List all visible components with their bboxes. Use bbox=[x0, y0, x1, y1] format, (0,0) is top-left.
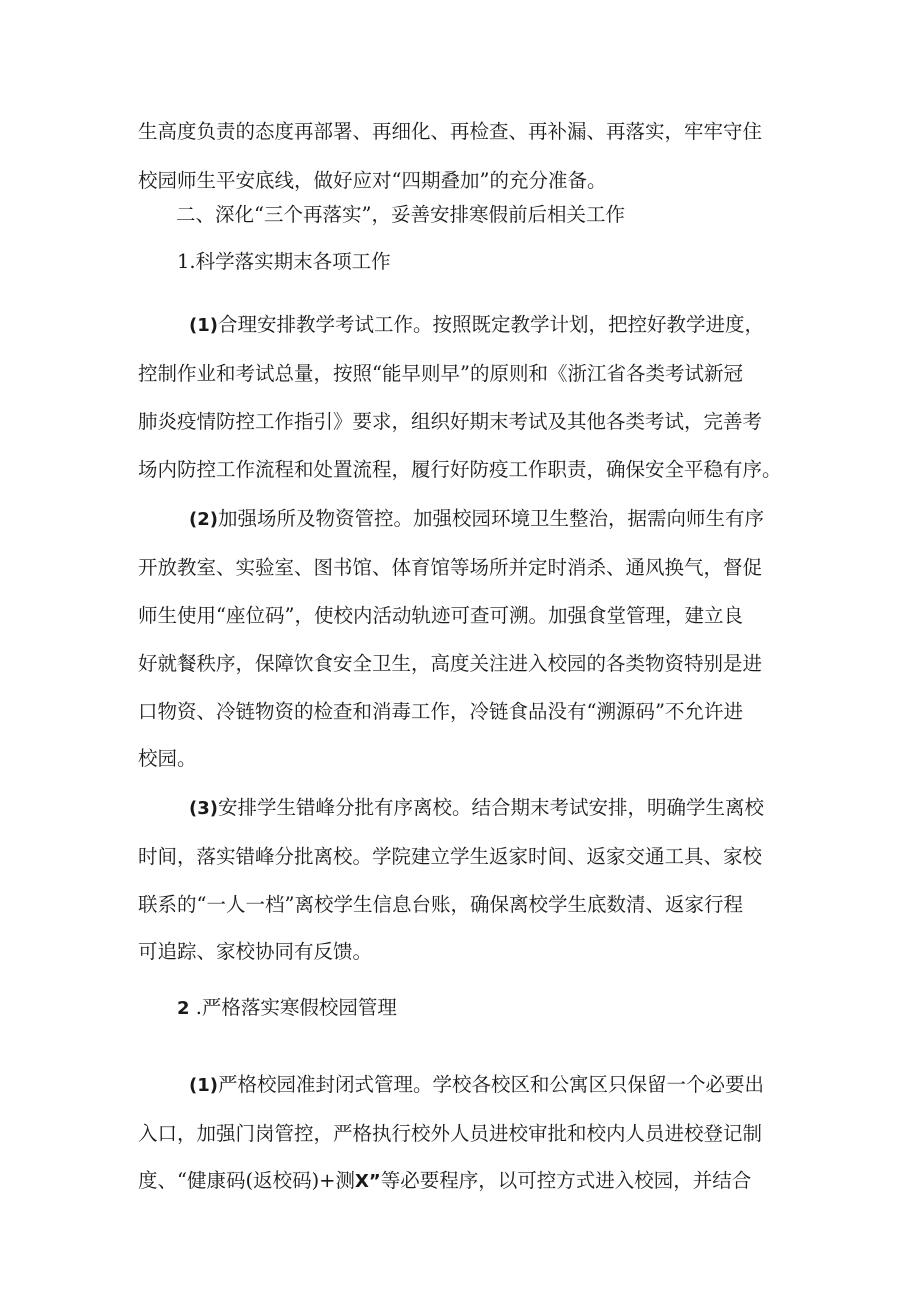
item-marker: (3) bbox=[189, 798, 218, 819]
item-marker: 2 bbox=[177, 998, 190, 1019]
body-line: 控制作业和考试总量，按照“能早则早”的原则和《浙江省各类考试新冠 bbox=[138, 362, 743, 385]
item-text: 严格校园准封闭式管理。学校各校区和公寓区只保留一个必要出 bbox=[217, 1073, 764, 1096]
item-text: 合理安排教学考试工作。按照既定教学计划，把控好教学进度， bbox=[217, 313, 764, 336]
item-marker: (1) bbox=[189, 1075, 218, 1096]
subsection-heading: 1.科学落实期末各项工作 bbox=[177, 250, 391, 273]
body-line: 师生使用“座位码”，使校内活动轨迹可查可溯。加强食堂管理，建立良 bbox=[138, 604, 743, 627]
body-line: 好就餐秩序，保障饮食安全卫生，高度关注进入校园的各类物资特别是进 bbox=[138, 652, 763, 675]
section-heading: 二、深化“三个再落实”，妥善安排寒假前后相关工作 bbox=[176, 203, 625, 226]
body-line: 口物资、冷链物资的检查和消毒工作，冷链食品没有“溯源码”不允许进 bbox=[138, 700, 743, 723]
body-line: 校园师生平安底线，做好应对“四期叠加”的充分准备。 bbox=[138, 169, 607, 192]
body-line: 生高度负责的态度再部署、再细化、再检查、再补漏、再落实，牢牢守住 bbox=[138, 120, 763, 143]
item-marker: (1) bbox=[189, 315, 218, 336]
body-line: 联系的“一人一档”离校学生信息台账，确保离校学生底数清、返家行程 bbox=[138, 893, 743, 916]
item-text: 等必要程序，以可控方式进入校园，并结合 bbox=[380, 1169, 752, 1192]
paragraph-line bbox=[189, 794, 764, 823]
body-line: 肺炎疫情防控工作指引》要求，组织好期末考试及其他各类考试，完善考 bbox=[138, 410, 763, 433]
item-text: 加强场所及物资管控。加强校园环境卫生整治，据需向师生有序 bbox=[217, 507, 764, 530]
body-line: 入口，加强门岗管控，严格执行校外人员进校审批和校内人员进校登记制 bbox=[138, 1122, 763, 1145]
subsection-heading bbox=[177, 994, 397, 1023]
body-line: 场内防控工作流程和处置流程，履行好防疫工作职责，确保安全平稳有序。 bbox=[138, 458, 782, 481]
body-line: 开放教室、实验室、图书馆、体育馆等场所并定时消杀、通风换气，督促 bbox=[138, 556, 763, 579]
item-marker: X” bbox=[355, 1171, 381, 1192]
body-line: 校园。 bbox=[138, 747, 197, 770]
item-text: 安排学生错峰分批有序离校。结合期末考试安排，明确学生离校 bbox=[217, 796, 764, 819]
body-line: 可追踪、家校协同有反馈。 bbox=[138, 940, 373, 963]
paragraph-line bbox=[189, 1071, 764, 1100]
paragraph-line bbox=[189, 311, 764, 340]
item-text: .严格落实寒假校园管理 bbox=[195, 996, 397, 1019]
item-marker: (2) bbox=[189, 509, 218, 530]
paragraph-line bbox=[189, 505, 764, 534]
body-line: 时间，落实错峰分批离校。学院建立学生返家时间、返家交通工具、家校 bbox=[138, 845, 763, 868]
body-line bbox=[138, 1167, 751, 1196]
item-text: 度、“健康码(返校码)+测 bbox=[138, 1169, 356, 1192]
